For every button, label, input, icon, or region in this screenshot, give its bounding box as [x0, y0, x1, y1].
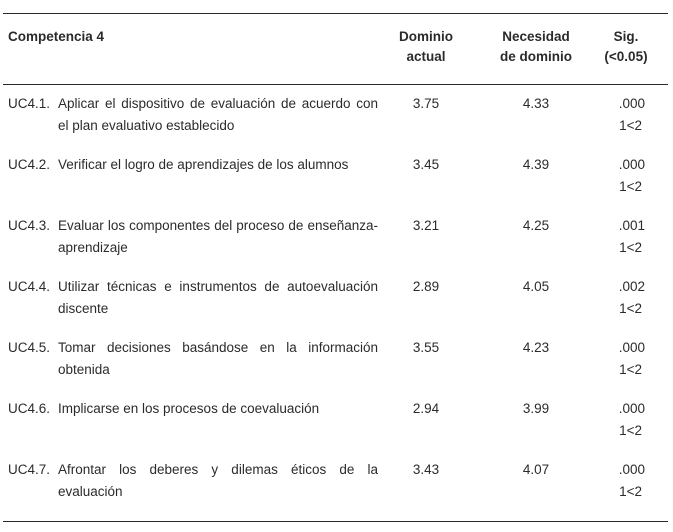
row-sig-value: .000 — [618, 462, 645, 477]
table-row — [0, 459, 673, 519]
row-code: UC4.6. — [8, 401, 51, 416]
header-competencia: Competencia 4 — [8, 29, 105, 44]
header-sig-line1: Sig. — [613, 29, 639, 44]
row-comparison: 1<2 — [619, 240, 642, 255]
header-sig-line2: (<0.05) — [604, 49, 648, 64]
row-dominio-actual: 2.94 — [412, 401, 440, 416]
table-top-rule — [3, 13, 668, 14]
row-sig-value: .000 — [618, 340, 645, 355]
row-sig-value: .000 — [618, 96, 645, 111]
row-comparison: 1<2 — [619, 118, 642, 133]
row-description: Afrontar los deberes y dilemas éticos de la evaluación — [58, 462, 378, 499]
header-dominio-actual-line2: actual — [406, 49, 446, 64]
table-row — [0, 398, 673, 458]
row-code: UC4.2. — [8, 157, 51, 172]
row-comparison: 1<2 — [619, 179, 642, 194]
row-dominio-actual: 3.75 — [412, 96, 440, 111]
table-row — [0, 154, 673, 214]
row-necesidad-dominio: 4.05 — [522, 279, 550, 294]
row-comparison: 1<2 — [619, 484, 642, 499]
row-description: Implicarse en los procesos de coevaluación — [58, 401, 320, 416]
row-code: UC4.1. — [8, 96, 51, 111]
row-sig-value: .001 — [618, 218, 645, 233]
row-sig-value: .000 — [618, 157, 645, 172]
row-comparison: 1<2 — [619, 423, 642, 438]
row-dominio-actual: 3.43 — [412, 462, 440, 477]
header-dominio-actual-line1: Dominio — [399, 29, 453, 44]
header-necesidad-dominio — [480, 27, 592, 67]
row-comparison: 1<2 — [619, 301, 642, 316]
row-code: UC4.7. — [8, 462, 51, 477]
table-bottom-rule — [3, 521, 668, 522]
row-necesidad-dominio: 4.23 — [522, 340, 550, 355]
row-necesidad-dominio: 4.33 — [522, 96, 550, 111]
row-description: Evaluar los componentes del proceso de enseñanza-aprendizaje — [58, 218, 378, 255]
row-code: UC4.4. — [8, 279, 51, 294]
row-code: UC4.3. — [8, 218, 51, 233]
row-dominio-actual: 3.45 — [412, 157, 440, 172]
header-dominio-actual — [381, 27, 471, 67]
row-dominio-actual: 3.55 — [412, 340, 440, 355]
row-dominio-actual: 2.89 — [412, 279, 440, 294]
row-necesidad-dominio: 4.25 — [522, 218, 550, 233]
row-description: Tomar decisiones basándose en la información obtenida — [58, 340, 378, 377]
row-necesidad-dominio: 4.07 — [522, 462, 550, 477]
row-dominio-actual: 3.21 — [412, 218, 440, 233]
row-sig-value: .000 — [618, 401, 645, 416]
table-row — [0, 337, 673, 397]
row-necesidad-dominio: 4.39 — [522, 157, 550, 172]
table-row — [0, 93, 673, 153]
row-code: UC4.5. — [8, 340, 51, 355]
row-description: Verificar el logro de aprendizajes de los alumnos — [58, 157, 349, 172]
row-sig-value: .002 — [618, 279, 645, 294]
row-comparison: 1<2 — [619, 362, 642, 377]
header-necesidad-line1: Necesidad — [502, 29, 570, 44]
table-row — [0, 215, 673, 275]
table-header-rule — [3, 84, 668, 85]
row-necesidad-dominio: 3.99 — [522, 401, 550, 416]
header-sig — [586, 27, 666, 67]
row-description: Aplicar el dispositivo de evaluación de acuerdo con el plan evaluativo establecido — [58, 96, 378, 133]
row-description: Utilizar técnicas e instrumentos de autoevaluación discente — [58, 279, 378, 316]
header-necesidad-line2: de dominio — [500, 49, 572, 64]
table-row — [0, 276, 673, 336]
